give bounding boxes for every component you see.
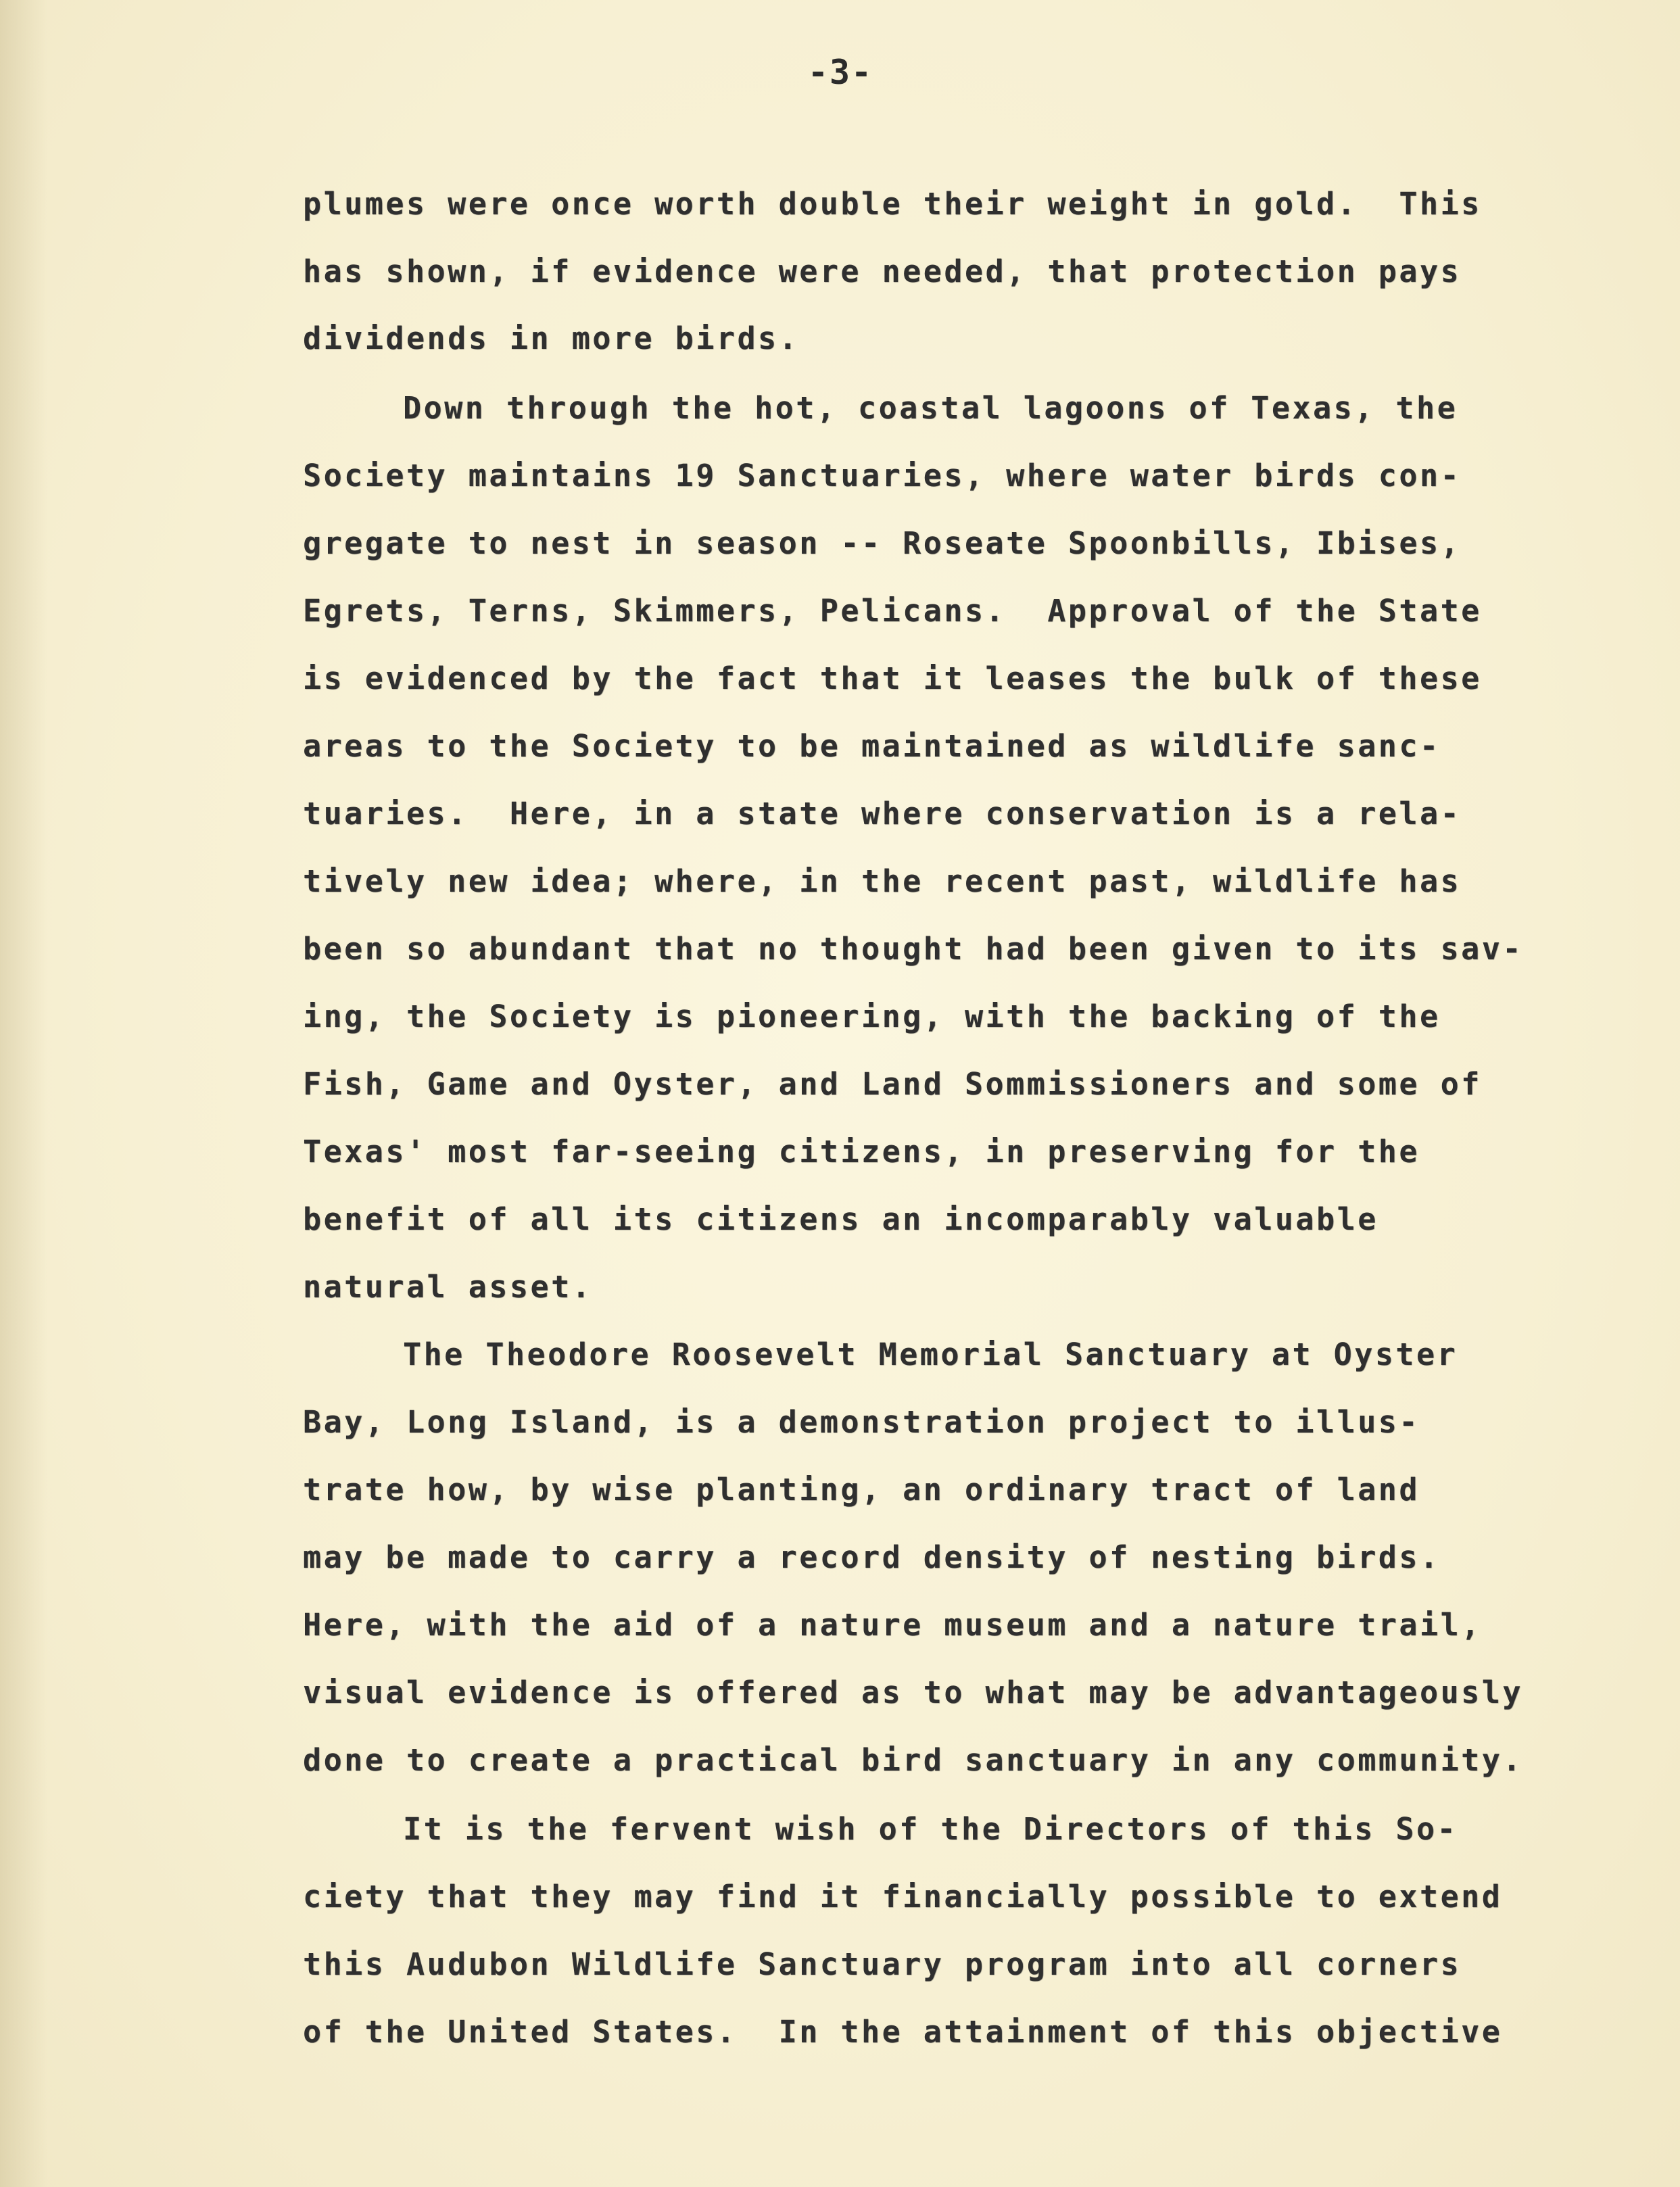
text-line: The Theodore Roosevelt Memorial Sanctuary at Oyster — [403, 1337, 1458, 1372]
text-line: been so abundant that no thought had been given to its sav- — [303, 931, 1523, 967]
text-line: has shown, if evidence were needed, that protection pays — [303, 254, 1462, 289]
text-line: visual evidence is offered as to what may be advantageously — [303, 1675, 1523, 1710]
text-line: Egrets, Terns, Skimmers, Pelicans. Approval of the State — [303, 593, 1482, 629]
text-line: ing, the Society is pioneering, with the backing of the — [303, 999, 1441, 1034]
text-line: done to create a practical bird sanctuary in any community. — [303, 1742, 1523, 1778]
text-line: may be made to carry a record density of nesting birds. — [303, 1539, 1441, 1575]
text-line: trate how, by wise planting, an ordinary tract of land — [303, 1472, 1420, 1508]
text-line: ciety that they may find it financially possible to extend — [303, 1879, 1503, 1915]
text-line: plumes were once worth double their weight in gold. This — [303, 186, 1482, 222]
text-line: tively new idea; where, in the recent past, wildlife has — [303, 863, 1462, 899]
text-line: Down through the hot, coastal lagoons of Texas, the — [403, 390, 1458, 426]
text-line: Texas' most far-seeing citizens, in preserving for the — [303, 1134, 1420, 1170]
text-line: Society maintains 19 Sanctuaries, where water birds con- — [303, 458, 1462, 494]
text-line: benefit of all its citizens an incomparably valuable — [303, 1201, 1378, 1237]
text-line: of the United States. In the attainment of this objective — [303, 2014, 1503, 2050]
text-line: is evidenced by the fact that it leases the bulk of these — [303, 660, 1482, 696]
text-line: areas to the Society to be maintained as wildlife sanc- — [303, 728, 1441, 764]
text-line: tuaries. Here, in a state where conservation is a rela- — [303, 796, 1462, 832]
text-line: gregate to nest in season -- Roseate Spoonbills, Ibises, — [303, 525, 1462, 561]
page-number: -3- — [807, 53, 873, 92]
text-line: Bay, Long Island, is a demonstration project to illus- — [303, 1404, 1420, 1440]
paper-edge-shading — [0, 0, 47, 2187]
text-line: Fish, Game and Oyster, and Land Sommissioners and some of — [303, 1066, 1482, 1102]
text-line: natural asset. — [303, 1269, 593, 1305]
text-line: Here, with the aid of a nature museum and a nature trail, — [303, 1607, 1482, 1643]
text-line: this Audubon Wildlife Sanctuary program into all corners — [303, 1946, 1462, 1982]
text-line: dividends in more birds. — [303, 320, 800, 356]
text-line: It is the fervent wish of the Directors of this So- — [403, 1811, 1458, 1847]
